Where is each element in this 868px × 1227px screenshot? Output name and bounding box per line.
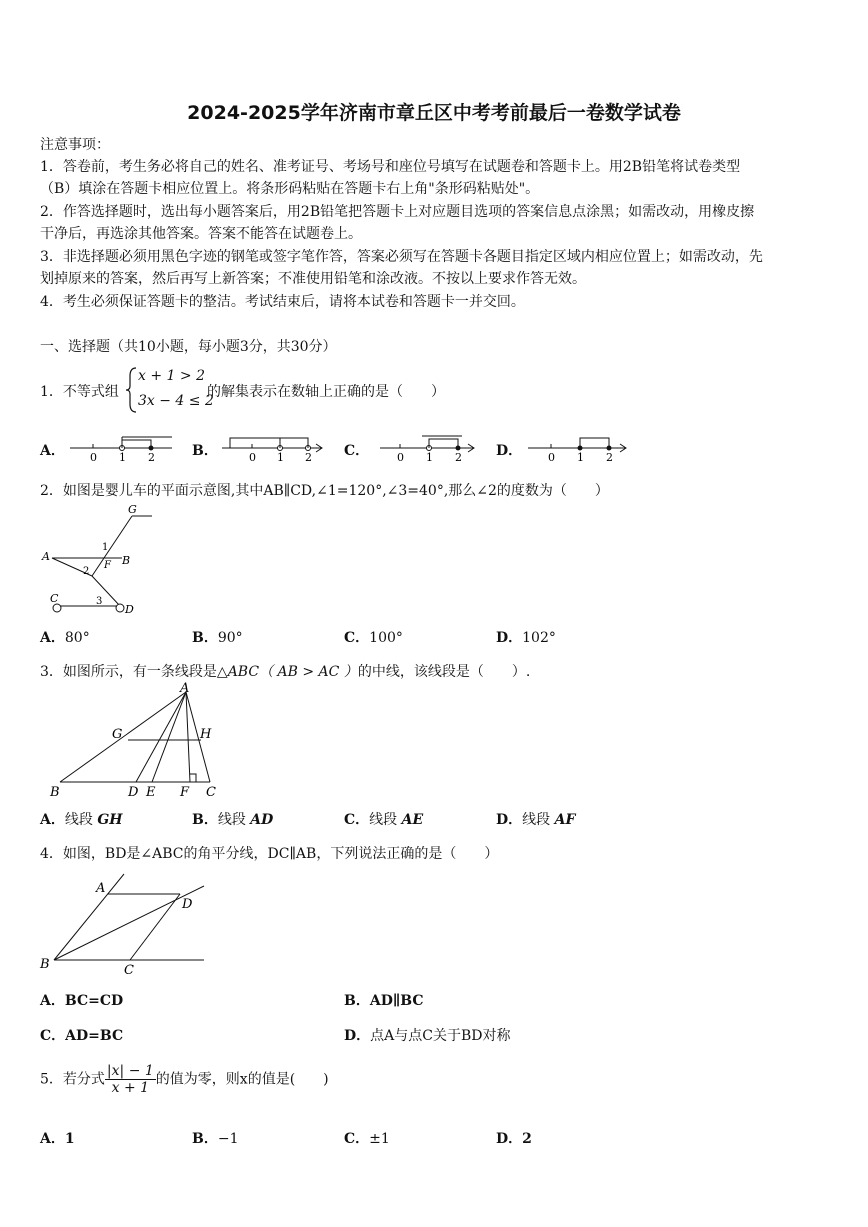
q2-option-d: D．102° — [496, 630, 556, 646]
q5-numerator: |x| − 1 — [106, 1063, 154, 1079]
q1-inequality-1: x + 1 > 2 — [138, 368, 205, 384]
q3-label-a: A — [180, 682, 190, 696]
q3-stem-b: 的中线，该线段是（ ）. — [357, 664, 531, 680]
q5-prefix: 5．若分式 — [40, 1071, 105, 1088]
q1-option-b-label: B． — [192, 443, 218, 459]
q3-label-c: C — [206, 785, 216, 800]
q3-option-d: D．线段 AF — [496, 812, 576, 828]
q3-stem-a: 3．如图所示，有一条线段是 — [40, 664, 217, 680]
q3-triangle: △ABC — [216, 664, 260, 680]
q3-option-a: A．线段 GH — [40, 812, 123, 828]
q4-label-b: B — [40, 957, 50, 972]
q2-stem: 2．如图是婴儿车的平面示意图,其中AB∥CD,∠1=120°,∠3=40°,那么∠2的度数为（ ） — [40, 483, 609, 499]
q5-stem — [40, 1063, 329, 1096]
q5-option-b: B．−1 — [192, 1131, 239, 1147]
notice-line-2: （B）填涂在答题卡相应位置上。将条形码粘贴在答题卡右上角"条形码粘贴处"。 — [40, 181, 540, 197]
q5-denominator: x + 1 — [111, 1080, 150, 1096]
q2-label-f: F — [104, 560, 111, 571]
q1-c-tick-2: 2 — [455, 451, 462, 462]
q5-option-c: C．±1 — [344, 1131, 390, 1147]
q2-label-c: C — [50, 592, 59, 605]
q5-suffix: 的值为零，则x的值是( ) — [155, 1071, 329, 1088]
q3-label-b: B — [50, 785, 60, 800]
exam-title: 2024-2025学年济南市章丘区中考考前最后一卷数学试卷 — [187, 102, 681, 124]
q1-a-tick-1: 1 — [119, 451, 126, 462]
q5-fraction — [105, 1063, 156, 1096]
notice-line-5: 3．非选择题必须用黑色字迹的钢笔或签字笔作答，答案必须写在答题卡各题目指定区域内相应位置上；如需改动，先 — [40, 249, 763, 265]
q5-option-d: D．2 — [496, 1131, 532, 1147]
q4-option-b: B．AD∥BC — [344, 993, 424, 1009]
q3-option-b: B．线段 AD — [192, 812, 274, 828]
q4-label-a: A — [96, 881, 106, 896]
q2-label-a: A — [42, 550, 50, 563]
q1-option-c-label: C． — [344, 443, 370, 459]
q2-stroller-figure — [40, 500, 170, 618]
q4-label-d: D — [182, 897, 193, 912]
q1-a-tick-0: 0 — [90, 451, 97, 462]
q3-condition: （ AB > AC ） — [259, 664, 358, 680]
q1-c-tick-0: 0 — [397, 451, 404, 462]
notice-line-4: 干净后，再选涂其他答案。答案不能答在试题卷上。 — [40, 226, 362, 242]
q1-option-b-number-line — [220, 432, 330, 462]
q4-parallel-figure — [38, 868, 218, 980]
q2-option-b: B．90° — [192, 630, 243, 646]
q2-label-3: 3 — [96, 596, 103, 607]
q1-option-a-number-line — [68, 432, 178, 462]
q1-c-tick-1: 1 — [426, 451, 433, 462]
q1-inequality-2: 3x − 4 ≤ 2 — [138, 393, 214, 409]
q2-label-d: D — [125, 603, 134, 616]
notice-line-3: 2．作答选择题时，选出每小题答案后，用2B铅笔把答题卡上对应题目选项的答案信息点涂黑；如需改动，用橡皮擦 — [40, 204, 755, 220]
q4-stem: 4．如图，BD是∠ABC的角平分线，DC∥AB，下列说法正确的是（ ） — [40, 846, 499, 862]
q3-label-f: F — [180, 785, 190, 800]
q5-option-a: A．1 — [40, 1131, 75, 1147]
q1-d-tick-1: 1 — [577, 451, 584, 462]
q1-b-tick-0: 0 — [249, 451, 256, 462]
q1-option-c-number-line — [372, 432, 482, 462]
q1-a-tick-2: 2 — [148, 451, 155, 462]
q3-label-h: H — [200, 727, 212, 742]
notice-heading: 注意事项： — [40, 137, 110, 153]
q4-label-c: C — [124, 963, 134, 978]
q1-b-tick-2: 2 — [305, 451, 312, 462]
q1-brace — [124, 366, 138, 414]
q1-b-tick-1: 1 — [277, 451, 284, 462]
q1-option-d-number-line — [524, 432, 634, 462]
q1-prefix: 1．不等式组 — [40, 384, 119, 400]
q3-option-c: C．线段 AE — [344, 812, 424, 828]
section-heading: 一、选择题（共10小题，每小题3分，共30分） — [40, 339, 337, 355]
q4-option-a: A．BC=CD — [40, 993, 124, 1009]
q2-label-b: B — [122, 554, 131, 567]
q3-label-e: E — [146, 785, 156, 800]
q3-stem — [40, 661, 530, 681]
q2-label-g: G — [128, 503, 137, 516]
q2-label-1: 1 — [102, 542, 109, 553]
notice-line-1: 1．答卷前，考生务必将自己的姓名、准考证号、考场号和座位号填写在试题卷和答题卡上。用2B铅笔将试卷类型 — [40, 159, 741, 175]
q2-label-2: 2 — [83, 566, 90, 577]
notice-line-7: 4．考生必须保证答题卡的整洁。考试结束后，请将本试卷和答题卡一并交回。 — [40, 294, 525, 310]
q1-d-tick-0: 0 — [548, 451, 555, 462]
notice-line-6: 划掉原来的答案，然后再写上新答案；不准使用铅笔和涂改液。不按以上要求作答无效。 — [40, 271, 586, 287]
q4-option-c: C．AD=BC — [40, 1028, 124, 1044]
q1-suffix: 的解集表示在数轴上正确的是（ ） — [207, 384, 445, 400]
q1-option-d-label: D． — [496, 443, 523, 459]
q4-option-d: D．点A与点C关于BD对称 — [344, 1028, 511, 1044]
q2-option-c: C．100° — [344, 630, 403, 646]
q3-triangle-figure — [40, 682, 230, 802]
q3-label-d: D — [128, 785, 139, 800]
q3-label-g: G — [112, 727, 123, 742]
q2-option-a: A．80° — [40, 630, 90, 646]
q1-d-tick-2: 2 — [606, 451, 613, 462]
q1-option-a-label: A． — [40, 443, 65, 459]
